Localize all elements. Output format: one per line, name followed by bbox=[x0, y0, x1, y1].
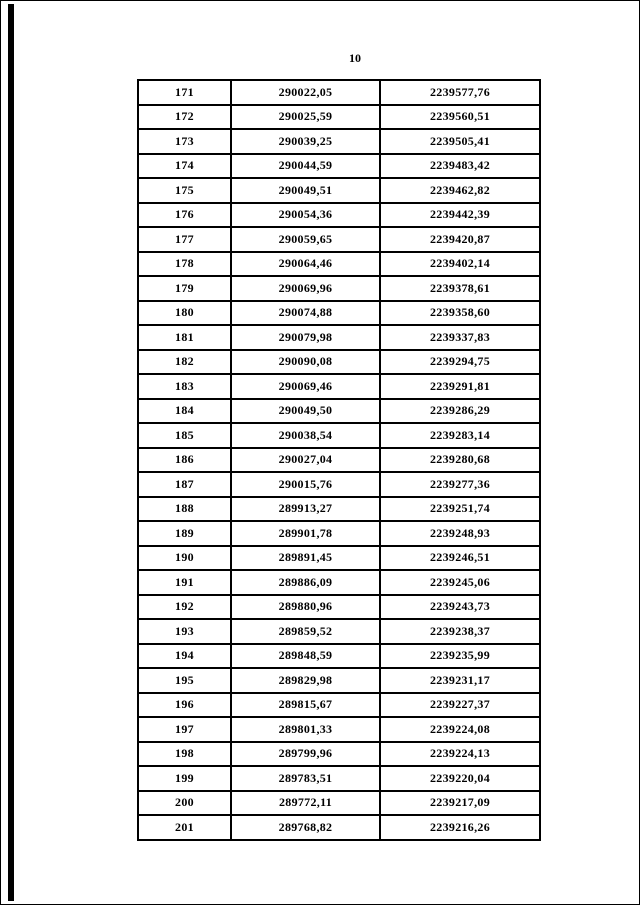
point-id-cell: 184 bbox=[138, 399, 231, 424]
point-id-cell: 190 bbox=[138, 546, 231, 571]
x-coordinate-cell: 289901,78 bbox=[231, 521, 380, 546]
table-row bbox=[138, 301, 540, 326]
point-id-cell: 173 bbox=[138, 129, 231, 154]
x-coordinate-cell: 290049,50 bbox=[231, 399, 380, 424]
table-row bbox=[138, 766, 540, 791]
y-coordinate-cell: 2239420,87 bbox=[380, 227, 540, 252]
x-coordinate-cell: 290059,65 bbox=[231, 227, 380, 252]
x-coordinate-cell: 290069,96 bbox=[231, 276, 380, 301]
point-id-cell: 181 bbox=[138, 325, 231, 350]
point-id-cell: 177 bbox=[138, 227, 231, 252]
x-coordinate-cell: 290054,36 bbox=[231, 203, 380, 228]
table-row bbox=[138, 595, 540, 620]
table-row bbox=[138, 693, 540, 718]
x-coordinate-cell: 290069,46 bbox=[231, 374, 380, 399]
x-coordinate-cell: 290044,59 bbox=[231, 154, 380, 179]
y-coordinate-cell: 2239216,26 bbox=[380, 815, 540, 840]
table-row bbox=[138, 668, 540, 693]
y-coordinate-cell: 2239245,06 bbox=[380, 570, 540, 595]
table-row bbox=[138, 815, 540, 840]
x-coordinate-cell: 289848,59 bbox=[231, 644, 380, 669]
table-row bbox=[138, 497, 540, 522]
y-coordinate-cell: 2239238,37 bbox=[380, 619, 540, 644]
point-id-cell: 171 bbox=[138, 80, 231, 105]
y-coordinate-cell: 2239577,76 bbox=[380, 80, 540, 105]
x-coordinate-cell: 289783,51 bbox=[231, 766, 380, 791]
x-coordinate-cell: 290015,76 bbox=[231, 472, 380, 497]
table-row bbox=[138, 521, 540, 546]
y-coordinate-cell: 2239483,42 bbox=[380, 154, 540, 179]
y-coordinate-cell: 2239462,82 bbox=[380, 178, 540, 203]
x-coordinate-cell: 290074,88 bbox=[231, 301, 380, 326]
table-row bbox=[138, 448, 540, 473]
y-coordinate-cell: 2239442,39 bbox=[380, 203, 540, 228]
point-id-cell: 182 bbox=[138, 350, 231, 375]
y-coordinate-cell: 2239283,14 bbox=[380, 423, 540, 448]
y-coordinate-cell: 2239243,73 bbox=[380, 595, 540, 620]
y-coordinate-cell: 2239235,99 bbox=[380, 644, 540, 669]
y-coordinate-cell: 2239505,41 bbox=[380, 129, 540, 154]
table-row bbox=[138, 717, 540, 742]
point-id-cell: 174 bbox=[138, 154, 231, 179]
x-coordinate-cell: 289815,67 bbox=[231, 693, 380, 718]
point-id-cell: 198 bbox=[138, 742, 231, 767]
table-row bbox=[138, 203, 540, 228]
y-coordinate-cell: 2239291,81 bbox=[380, 374, 540, 399]
table-row bbox=[138, 644, 540, 669]
y-coordinate-cell: 2239224,08 bbox=[380, 717, 540, 742]
scan-edge-artifact bbox=[8, 4, 14, 901]
point-id-cell: 189 bbox=[138, 521, 231, 546]
table-row bbox=[138, 546, 540, 571]
table-row bbox=[138, 472, 540, 497]
table-row bbox=[138, 154, 540, 179]
y-coordinate-cell: 2239337,83 bbox=[380, 325, 540, 350]
point-id-cell: 186 bbox=[138, 448, 231, 473]
table-row bbox=[138, 276, 540, 301]
table-row bbox=[138, 129, 540, 154]
y-coordinate-cell: 2239246,51 bbox=[380, 546, 540, 571]
y-coordinate-cell: 2239280,68 bbox=[380, 448, 540, 473]
table-row bbox=[138, 252, 540, 277]
y-coordinate-cell: 2239251,74 bbox=[380, 497, 540, 522]
y-coordinate-cell: 2239220,04 bbox=[380, 766, 540, 791]
table-row bbox=[138, 325, 540, 350]
x-coordinate-cell: 289801,33 bbox=[231, 717, 380, 742]
table-row bbox=[138, 80, 540, 105]
x-coordinate-cell: 290064,46 bbox=[231, 252, 380, 277]
point-id-cell: 193 bbox=[138, 619, 231, 644]
y-coordinate-cell: 2239227,37 bbox=[380, 693, 540, 718]
point-id-cell: 196 bbox=[138, 693, 231, 718]
x-coordinate-cell: 289880,96 bbox=[231, 595, 380, 620]
x-coordinate-cell: 289891,45 bbox=[231, 546, 380, 571]
table-row bbox=[138, 423, 540, 448]
x-coordinate-cell: 290049,51 bbox=[231, 178, 380, 203]
point-id-cell: 178 bbox=[138, 252, 231, 277]
page-number: 10 bbox=[349, 51, 361, 65]
point-id-cell: 191 bbox=[138, 570, 231, 595]
y-coordinate-cell: 2239231,17 bbox=[380, 668, 540, 693]
point-id-cell: 195 bbox=[138, 668, 231, 693]
x-coordinate-cell: 289772,11 bbox=[231, 791, 380, 816]
coordinates-table bbox=[137, 79, 541, 841]
point-id-cell: 185 bbox=[138, 423, 231, 448]
point-id-cell: 188 bbox=[138, 497, 231, 522]
point-id-cell: 175 bbox=[138, 178, 231, 203]
table-row bbox=[138, 350, 540, 375]
x-coordinate-cell: 289913,27 bbox=[231, 497, 380, 522]
y-coordinate-cell: 2239358,60 bbox=[380, 301, 540, 326]
x-coordinate-cell: 290025,59 bbox=[231, 105, 380, 130]
point-id-cell: 200 bbox=[138, 791, 231, 816]
x-coordinate-cell: 290027,04 bbox=[231, 448, 380, 473]
y-coordinate-cell: 2239248,93 bbox=[380, 521, 540, 546]
table-row bbox=[138, 374, 540, 399]
point-id-cell: 187 bbox=[138, 472, 231, 497]
y-coordinate-cell: 2239378,61 bbox=[380, 276, 540, 301]
table-row bbox=[138, 227, 540, 252]
x-coordinate-cell: 289886,09 bbox=[231, 570, 380, 595]
y-coordinate-cell: 2239402,14 bbox=[380, 252, 540, 277]
point-id-cell: 176 bbox=[138, 203, 231, 228]
point-id-cell: 192 bbox=[138, 595, 231, 620]
x-coordinate-cell: 289768,82 bbox=[231, 815, 380, 840]
point-id-cell: 199 bbox=[138, 766, 231, 791]
table-row bbox=[138, 105, 540, 130]
point-id-cell: 201 bbox=[138, 815, 231, 840]
x-coordinate-cell: 290090,08 bbox=[231, 350, 380, 375]
x-coordinate-cell: 290039,25 bbox=[231, 129, 380, 154]
x-coordinate-cell: 290022,05 bbox=[231, 80, 380, 105]
x-coordinate-cell: 290079,98 bbox=[231, 325, 380, 350]
table-row bbox=[138, 619, 540, 644]
table-row bbox=[138, 399, 540, 424]
y-coordinate-cell: 2239277,36 bbox=[380, 472, 540, 497]
point-id-cell: 197 bbox=[138, 717, 231, 742]
y-coordinate-cell: 2239224,13 bbox=[380, 742, 540, 767]
x-coordinate-cell: 289829,98 bbox=[231, 668, 380, 693]
table-row bbox=[138, 570, 540, 595]
y-coordinate-cell: 2239294,75 bbox=[380, 350, 540, 375]
x-coordinate-cell: 289859,52 bbox=[231, 619, 380, 644]
table-row bbox=[138, 742, 540, 767]
table-body bbox=[138, 80, 540, 840]
x-coordinate-cell: 289799,96 bbox=[231, 742, 380, 767]
y-coordinate-cell: 2239217,09 bbox=[380, 791, 540, 816]
table-row bbox=[138, 178, 540, 203]
point-id-cell: 172 bbox=[138, 105, 231, 130]
x-coordinate-cell: 290038,54 bbox=[231, 423, 380, 448]
y-coordinate-cell: 2239560,51 bbox=[380, 105, 540, 130]
point-id-cell: 179 bbox=[138, 276, 231, 301]
y-coordinate-cell: 2239286,29 bbox=[380, 399, 540, 424]
point-id-cell: 180 bbox=[138, 301, 231, 326]
table-row bbox=[138, 791, 540, 816]
point-id-cell: 194 bbox=[138, 644, 231, 669]
point-id-cell: 183 bbox=[138, 374, 231, 399]
